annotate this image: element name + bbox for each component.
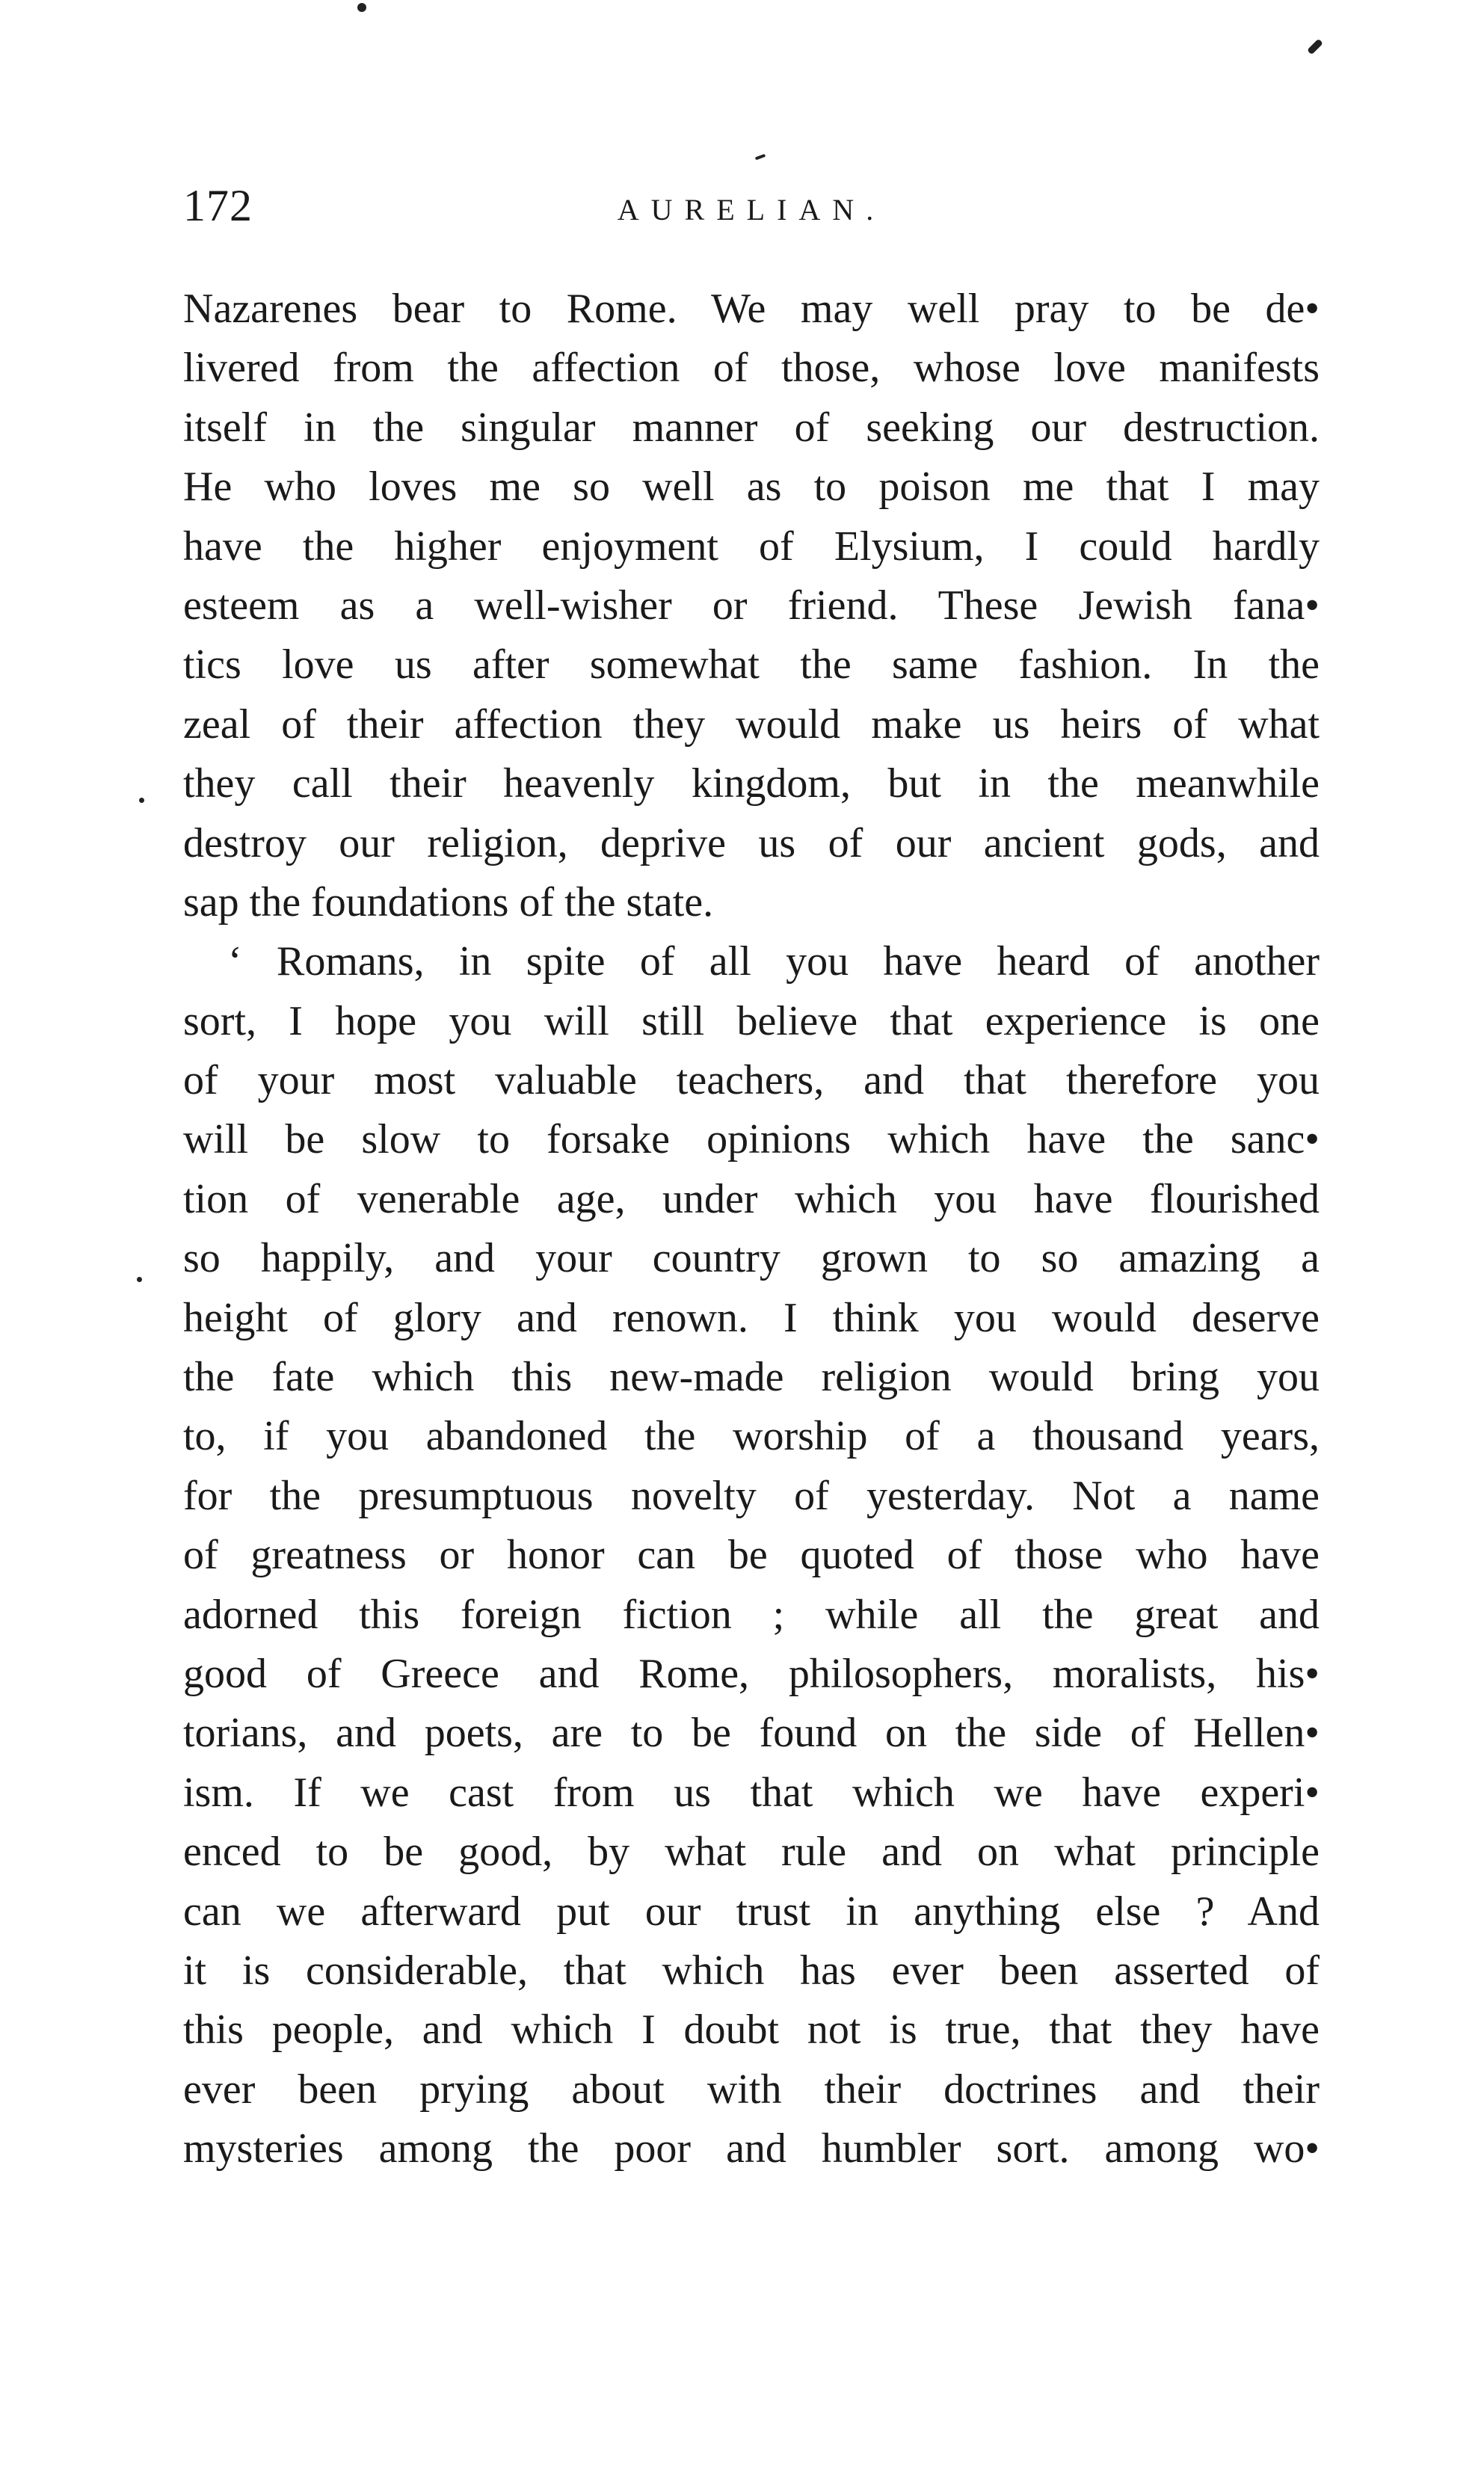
text-line: Nazarenes bear to Rome. We may well pray to be de• [183, 286, 1320, 332]
text-line: adorned this foreign fiction ; while all the great and [183, 1591, 1320, 1638]
ink-speck [357, 3, 366, 12]
running-title: AURELIAN. [617, 193, 886, 227]
text-line: for the presumptuous novelty of yesterday. Not a name [183, 1472, 1320, 1519]
text-line: tics love us after somewhat the same fashion. In the [183, 641, 1320, 689]
text-line: have the higher enjoyment of Elysium, I could hardly [183, 523, 1320, 570]
text-line: so happily, and your country grown to so amazing a [183, 1235, 1320, 1282]
text-line: itself in the singular manner of seeking our destruction. [183, 404, 1320, 451]
text-line: of greatness or honor can be quoted of those who have [183, 1532, 1320, 1579]
text-line: height of glory and renown. I think you would deserve [183, 1294, 1320, 1341]
text-line: ‘ Romans, in spite of all you have heard of another [228, 938, 1320, 985]
text-line: it is considerable, that which has ever been asserted of [183, 1947, 1320, 1994]
text-line: this people, and which I doubt not is true, that they have [183, 2007, 1320, 2054]
ink-speck [755, 154, 766, 161]
text-line: esteem as a well-wisher or friend. These Jewish fana• [183, 582, 1320, 629]
text-line: can we afterward put our trust in anything else ? And [183, 1888, 1320, 1935]
text-line: will be slow to forsake opinions which have the sanc• [183, 1116, 1320, 1163]
ink-speck [1307, 39, 1323, 55]
text-line: to, if you abandoned the worship of a thousand years, [183, 1413, 1320, 1460]
text-line: torians, and poets, are to be found on the side of Hellen• [183, 1710, 1320, 1757]
text-line: tion of venerable age, under which you have flourished [183, 1175, 1320, 1222]
text-line: zeal of their affection they would make us heirs of what [183, 700, 1320, 748]
text-line: ism. If we cast from us that which we have experi• [183, 1769, 1320, 1816]
page-header [183, 176, 1320, 235]
text-line: sap the foundations of the state. [183, 878, 714, 926]
ink-speck [137, 1277, 142, 1282]
text-line: good of Greece and Rome, philosophers, moralists, his• [183, 1650, 1320, 1697]
text-line: of your most valuable teachers, and that therefore you [183, 1057, 1320, 1104]
body-text [183, 280, 1320, 2179]
text-line: mysteries among the poor and humbler sort. among wo• [183, 2125, 1320, 2172]
text-line: livered from the affection of those, whose love manifests [183, 345, 1320, 392]
text-line: ever been prying about with their doctrines and their [183, 2066, 1320, 2113]
text-line: enced to be good, by what rule and on what principle [183, 1829, 1320, 1876]
text-line: the fate which this new-made religion would bring you [183, 1354, 1320, 1401]
ink-speck [139, 798, 144, 803]
text-line: He who loves me so well as to poison me that I may [183, 464, 1320, 511]
text-line: destroy our religion, deprive us of our ancient gods, and [183, 819, 1320, 866]
text-line: sort, I hope you will still believe that experience is one [183, 997, 1320, 1044]
page-number: 172 [183, 181, 253, 230]
text-line: they call their heavenly kingdom, but in the meanwhile [183, 760, 1320, 807]
